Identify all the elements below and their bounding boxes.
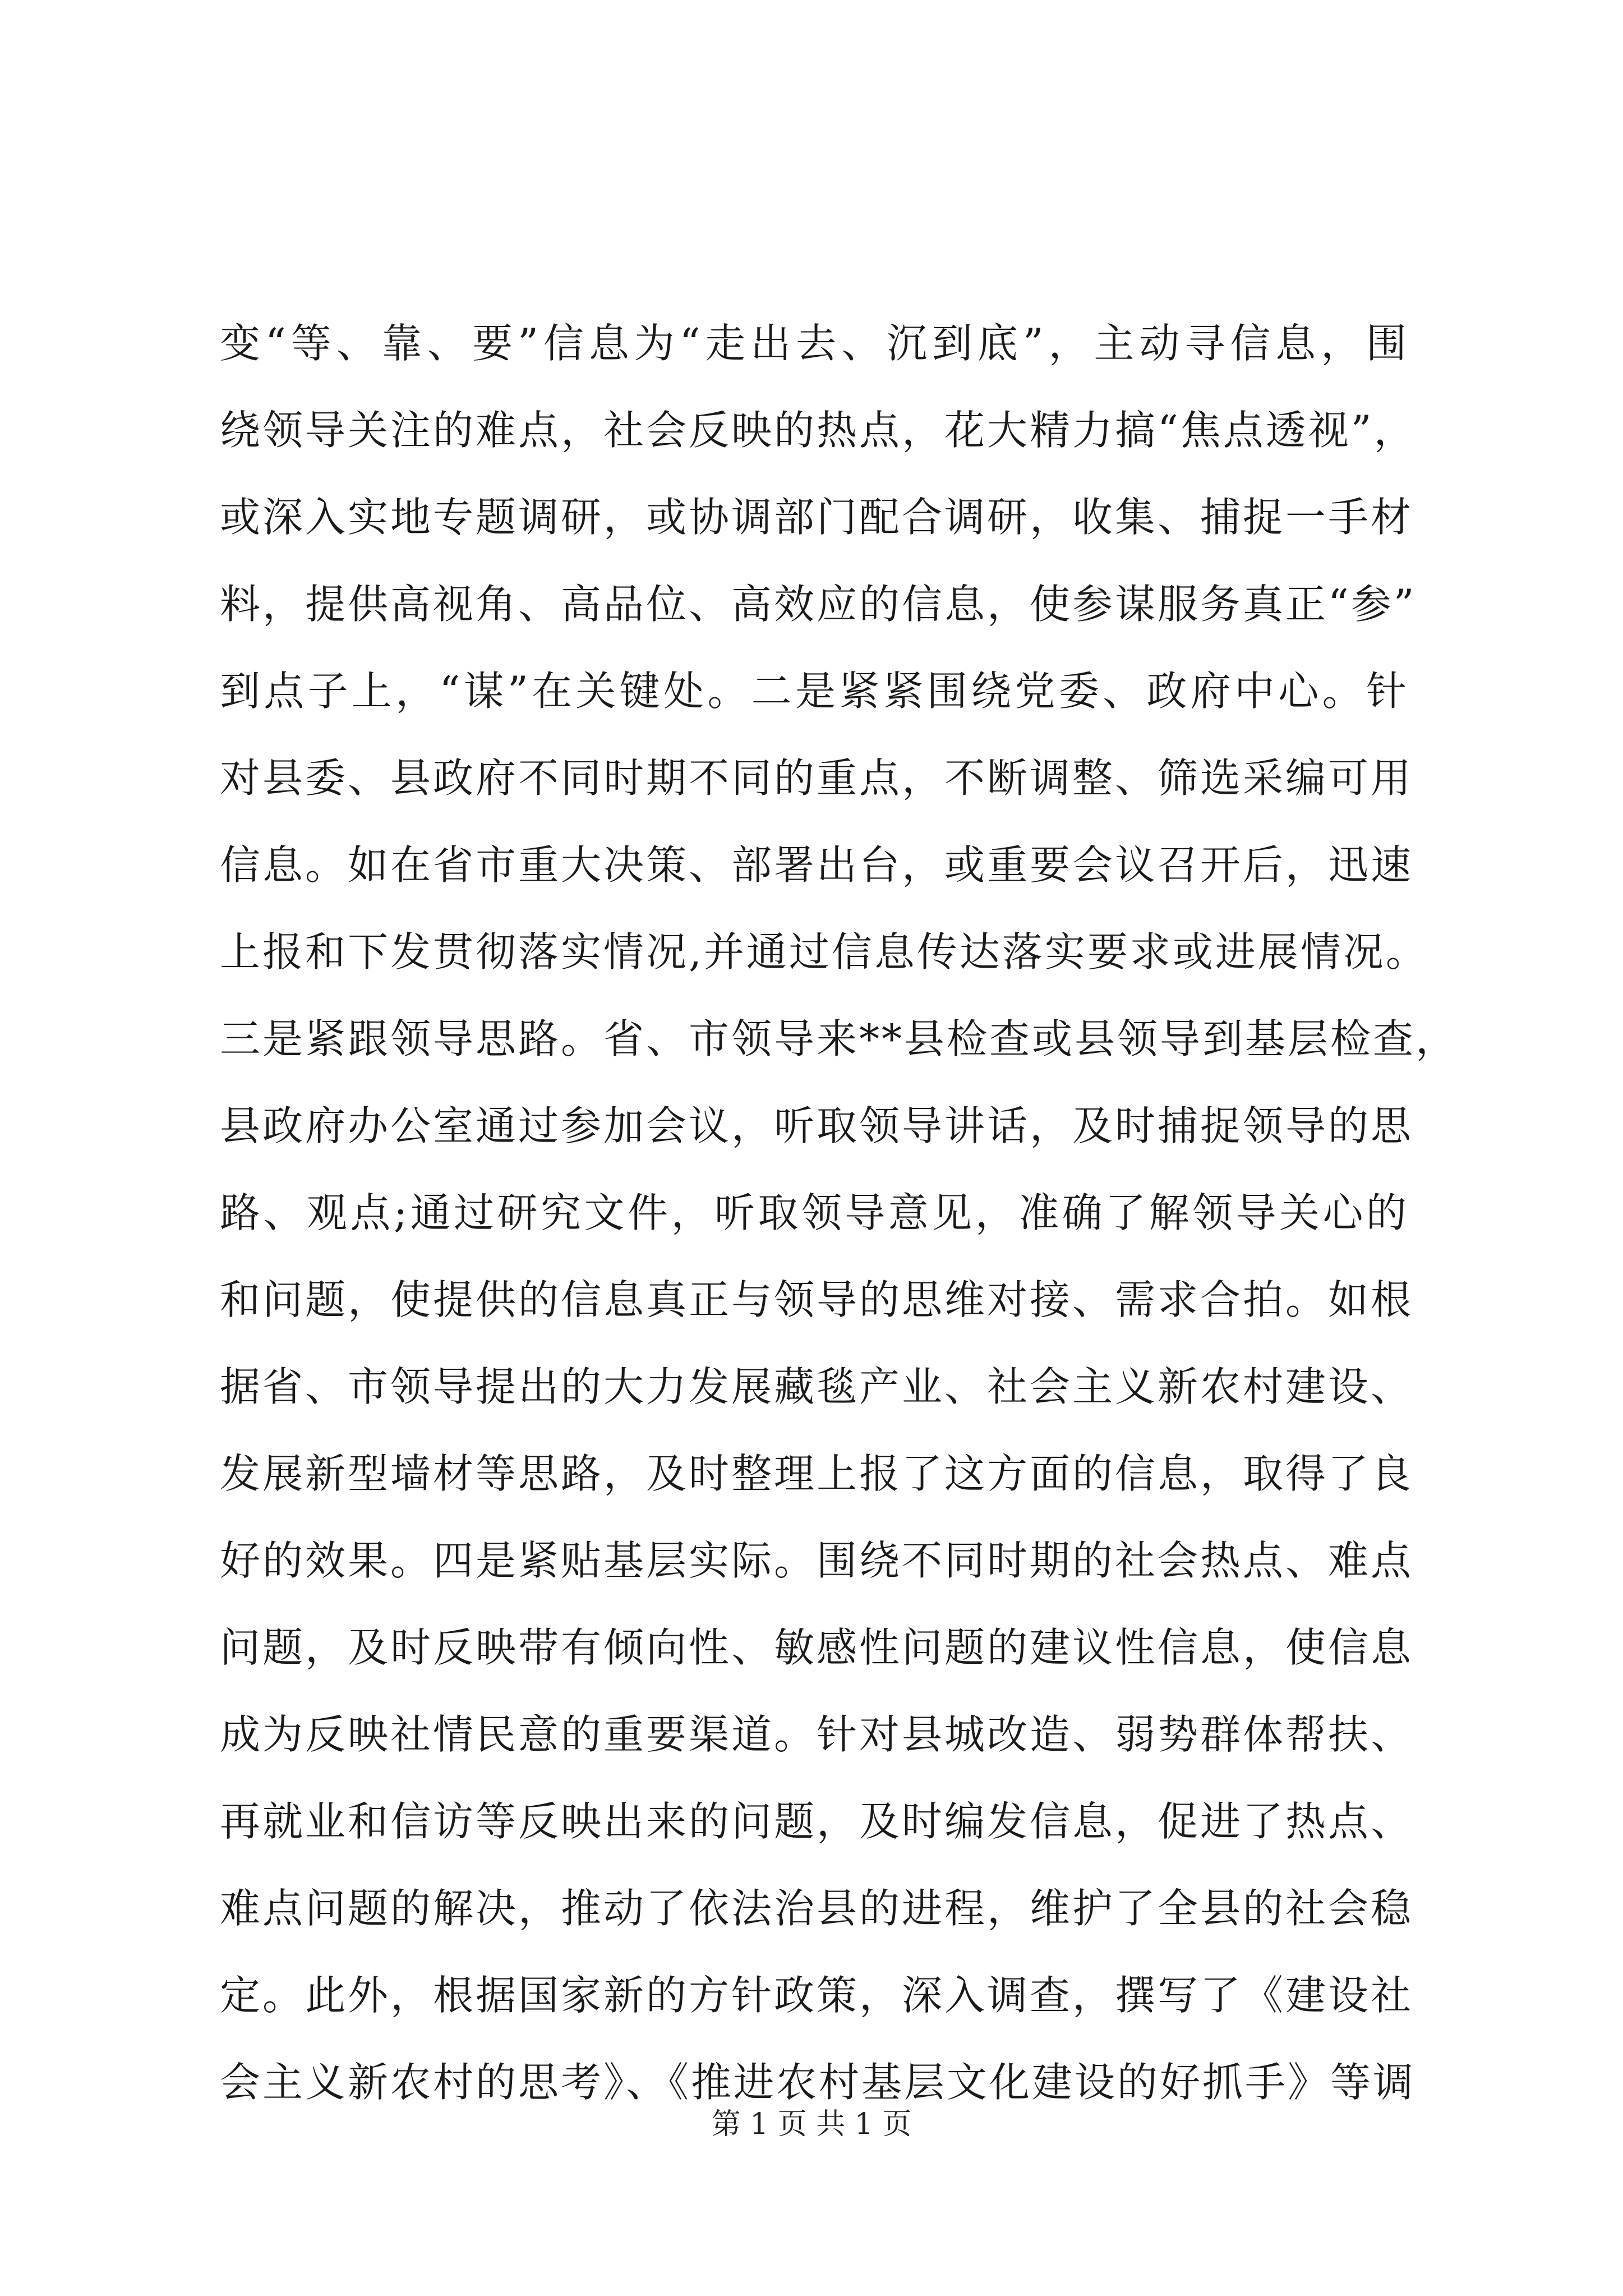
page-number-footer: 第 1 页 共 1 页: [711, 2108, 912, 2141]
text-line: 问题，及时反映带有倾向性、敏感性问题的建议性信息，使信息: [220, 1624, 1414, 1671]
text-line: 信息。如在省市重大决策、部署出台，或重要会议召开后，迅速: [220, 841, 1414, 889]
text-line: 路、观点;通过研究文件，听取领导意见，准确了解领导关心的: [220, 1189, 1409, 1236]
text-line: 和问题，使提供的信息真正与领导的思维对接、需求合拍。如根: [220, 1276, 1414, 1323]
text-line: 好的效果。四是紧贴基层实际。围绕不同时期的社会热点、难点: [220, 1537, 1414, 1584]
text-line: 料，提供高视角、高品位、高效应的信息，使参谋服务真正“参”: [220, 581, 1417, 628]
text-line: 成为反映社情民意的重要渠道。针对县城改造、弱势群体帮扶、: [220, 1711, 1414, 1758]
text-line: 对县委、县政府不同时期不同的重点，不断调整、筛选采编可用: [220, 754, 1414, 802]
text-line: 三是紧跟领导思路。省、市领导来**县检查或县领导到基层检查，: [220, 1015, 1459, 1062]
text-line: 据省、市领导提出的大力发展藏毯产业、社会主义新农村建设、: [220, 1363, 1414, 1410]
text-line: 县政府办公室通过参加会议，听取领导讲话，及时捕捉领导的思: [220, 1102, 1414, 1149]
text-line: 变“等、靠、要”信息为“走出去、沉到底”，主动寻信息，围: [220, 320, 1409, 367]
text-line: 会主义新农村的思考》、《推进农村基层文化建设的好抓手》等调: [220, 2059, 1416, 2106]
text-line: 难点问题的解决，推动了依法治县的进程，维护了全县的社会稳: [220, 1885, 1414, 1932]
text-line: 到点子上，“谋”在关键处。二是紧紧围绕党委、政府中心。针: [220, 668, 1409, 715]
body-text: [220, 300, 1459, 2126]
text-line: 上报和下发贯彻落实情况,并通过信息传达落实要求或进展情况。: [220, 928, 1428, 976]
text-line: 绕领导关注的难点，社会反映的热点，花大精力搞“焦点透视”，: [220, 407, 1417, 454]
text-line: 或深入实地专题调研，或协调部门配合调研，收集、捕捉一手材: [220, 494, 1414, 541]
text-line: 发展新型墙材等思路，及时整理上报了这方面的信息，取得了良: [220, 1450, 1414, 1497]
text-line: 定。此外，根据国家新的方针政策，深入调查，撰写了《建设社: [220, 1972, 1414, 2019]
text-line: 再就业和信访等反映出来的问题，及时编发信息，促进了热点、: [220, 1798, 1414, 1845]
